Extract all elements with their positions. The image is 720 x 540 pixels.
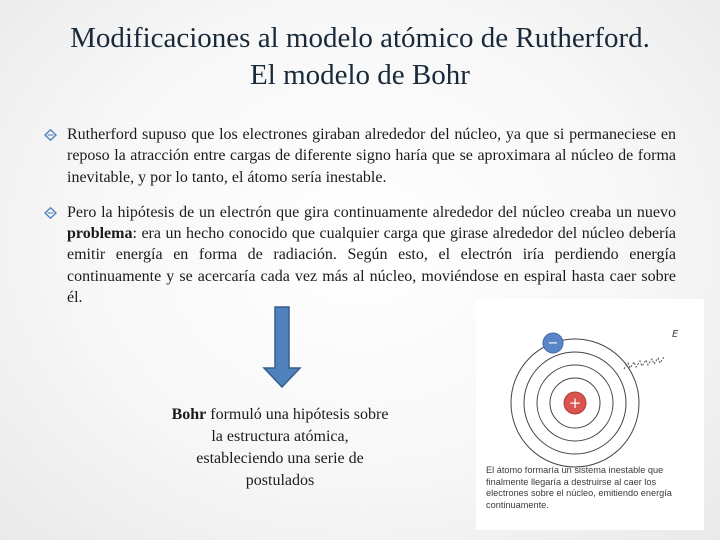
bohr-callout [170,404,390,492]
figure-caption: El átomo formaría un sistema inestable que finalmente llegaría a destruirse al caer los electrones sobre el núcleo, emitiendo energía continuamente. [486,465,672,510]
nucleus-sign: + [568,394,582,412]
diamond-bullet-icon [44,207,57,219]
bullet-bold-word: problema [67,225,133,243]
callout-text: formuló una hipótesis sobre la estructura atómica, estableciendo una serie de postulados [196,406,389,489]
electron-sign: − [547,336,559,351]
bullet-item [40,124,676,188]
bullet-text-continued: : era un hecho conocido que cualquier carga que girase alrededor del núcleo debería emitir energía en forma de radiación. Según esto, el electrón iría perdiendo energía continuamente y se acercaría cada vez más al núcleo, moviéndose en espiral hasta caer sobre él. [67,225,676,307]
atom-figure [476,299,704,530]
bullet-text: Pero la hipótesis de un electrón que gira continuamente alrededor del núcleo creaba un nuevo [67,203,676,221]
bullet-item [40,202,676,308]
diamond-bullet-icon [44,129,57,141]
bullet-list [40,124,676,308]
radiation-wave-icon [624,357,664,369]
callout-bold: Bohr [171,406,207,423]
title-line-2: El modelo de Bohr [250,59,470,91]
slide-title [10,20,710,94]
title-line-1: Modificaciones al modelo atómico de Rutherford. [70,22,650,54]
down-arrow-icon [262,306,302,388]
bullet-text: Rutherford supuso que los electrones giraban alrededor del núcleo, ya que si permaneciese en reposo la atracción entre cargas de diferente signo haría que se aproximara al núcleo de forma inevitable, y por lo tanto, el átomo sería inestable. [67,126,676,186]
energy-label: E [672,329,679,340]
